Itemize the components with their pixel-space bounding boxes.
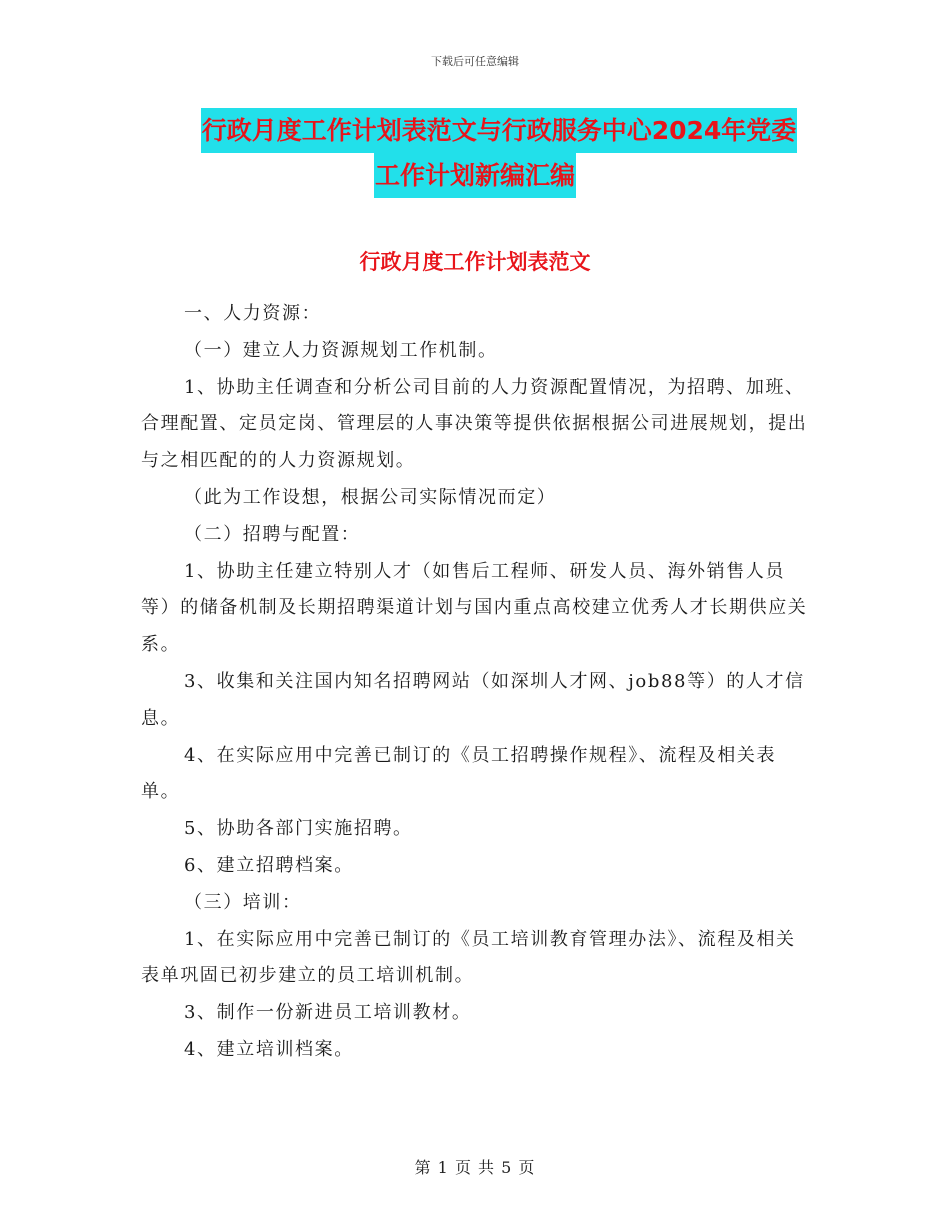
section-title: 行政月度工作计划表范文: [359, 250, 591, 274]
paragraph: （此为工作设想，根据公司实际情况而定）: [184, 486, 557, 508]
paragraph: （二）招聘与配置：: [184, 523, 361, 545]
paragraph: 1、在实际应用中完善已制订的《员工培训教育管理办法》、流程及相关表单巩固已初步建立的员工培训机制。: [141, 928, 796, 987]
paragraph: （一）建立人力资源规划工作机制。: [184, 339, 498, 361]
page-number: 第 1 页 共 5 页: [414, 1158, 536, 1177]
paragraph: （三）培训：: [184, 891, 302, 913]
paragraph: 一、人力资源：: [184, 303, 322, 324]
document-title: [0, 108, 950, 198]
paragraph: 5、协助各部门实施招聘。: [184, 818, 413, 840]
document-body: [141, 296, 811, 1069]
document-title-line-2: 工作计划新编汇编: [374, 153, 576, 198]
paragraph: 1、协助主任调查和分析公司目前的人力资源配置情况，为招聘、加班、合理配置、定员定岗、管理层的人事决策等提供依据根据公司进展规划，提出与之相匹配的的人力资源规划。: [141, 376, 808, 472]
paragraph: 4、建立培训档案。: [184, 1038, 354, 1060]
paragraph: 3、收集和关注国内知名招聘网站（如深圳人才网、job88等）的人才信息。: [141, 670, 805, 729]
paragraph: 1、协助主任建立特别人才（如售后工程师、研发人员、海外销售人员等）的储备机制及长期招聘渠道计划与国内重点高校建立优秀人才长期供应关系。: [141, 560, 808, 656]
header-note: 下载后可任意编辑: [431, 55, 519, 68]
document-title-line-1: 行政月度工作计划表范文与行政服务中心2024年党委: [201, 108, 798, 153]
paragraph: 4、在实际应用中完善已制订的《员工招聘操作规程》、流程及相关表单。: [141, 744, 777, 803]
paragraph: 3、制作一份新进员工培训教材。: [184, 1002, 472, 1024]
paragraph: 6、建立招聘档案。: [184, 854, 354, 876]
